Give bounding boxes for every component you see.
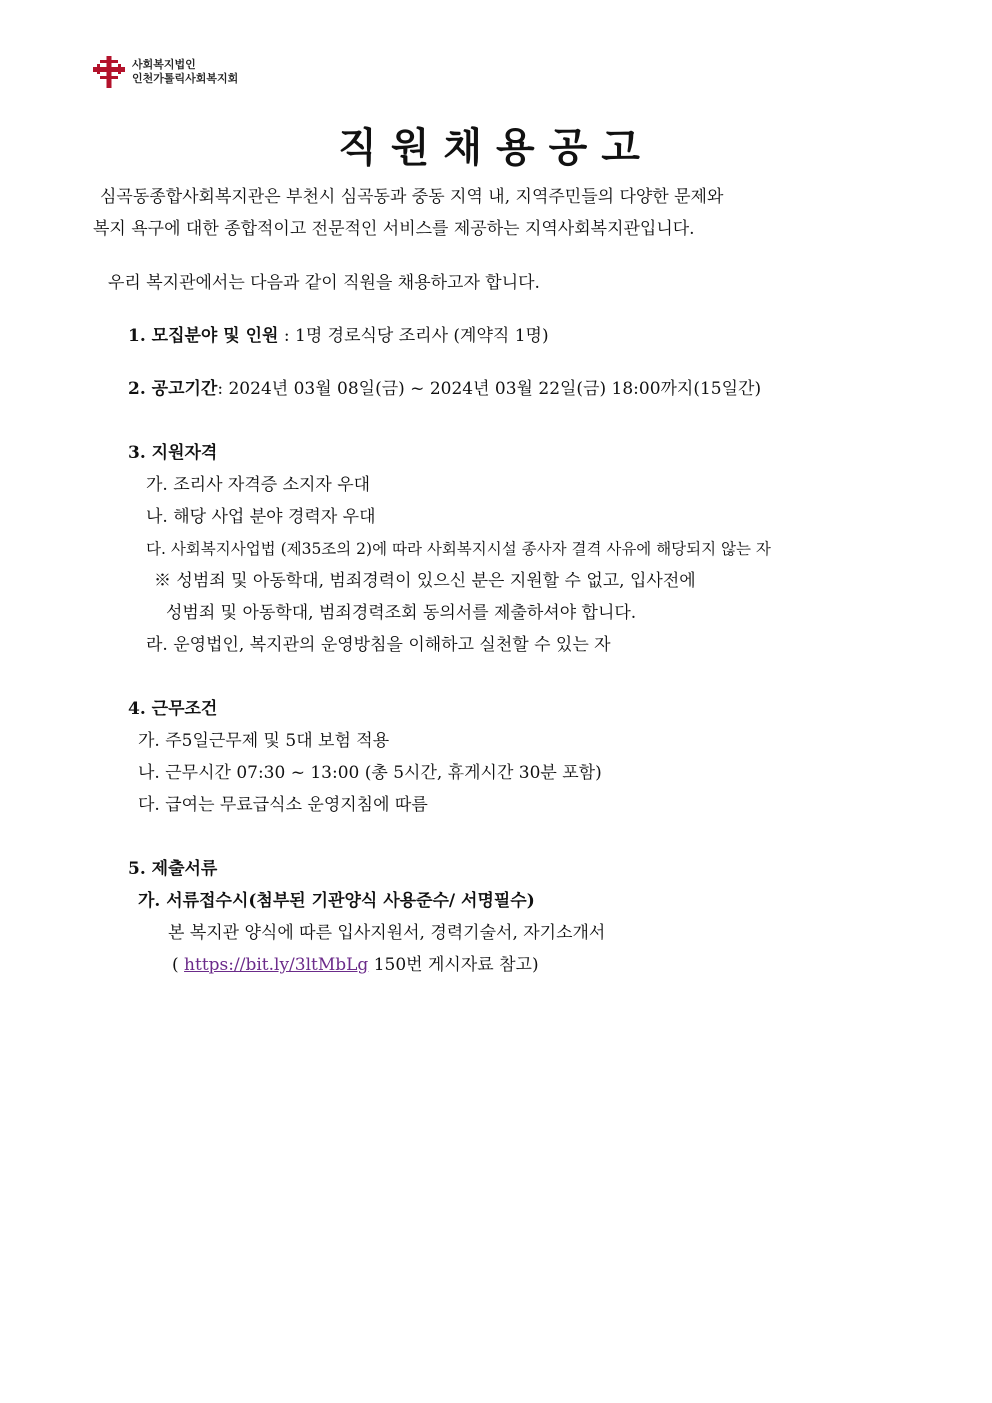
section-5-ref [172, 955, 539, 975]
section-1-text: : 1명 경로식당 조리사 (계약직 1명) [278, 326, 549, 346]
section-2-label: 2. 공고기간 [128, 379, 218, 399]
section-5-item-a: 가. 서류접수시(첨부된 기관양식 사용준수/ 서명필수) [138, 891, 535, 911]
section-5-item-b: 본 복지관 양식에 따른 입사지원서, 경력기술서, 자기소개서 [168, 923, 606, 943]
section-2 [128, 379, 761, 399]
section-3-item-d: 라. 운영법인, 복지관의 운영방침을 이해하고 실천할 수 있는 자 [146, 635, 611, 655]
org-logo [92, 55, 238, 89]
ref-after-link: 150번 게시자료 참고) [368, 955, 539, 975]
intro-line3: 우리 복지관에서는 다음과 같이 직원을 채용하고자 합니다. [108, 273, 540, 293]
section-4-label: 4. 근무조건 [128, 699, 218, 719]
section-1 [128, 326, 549, 346]
intro-line1: 심곡동종합사회복지관은 부천시 심곡동과 중동 지역 내, 지역주민들의 다양한 문제와 [100, 187, 724, 207]
cross-logo-icon [92, 55, 126, 89]
notice-link[interactable]: https://bit.ly/3ltMbLg [184, 955, 369, 975]
section-2-text: : 2024년 03월 08일(금) ~ 2024년 03월 22일(금) 18:00까지(15일간) [217, 379, 762, 399]
ref-paren-open: ( [172, 955, 185, 975]
section-4-item-c: 다. 급여는 무료급식소 운영지침에 따름 [138, 795, 428, 815]
intro-line2: 복지 욕구에 대한 종합적이고 전문적인 서비스를 제공하는 지역사회복지관입니다. [93, 219, 695, 239]
section-3-item-b: 나. 해당 사업 분야 경력자 우대 [146, 507, 376, 527]
section-3-label: 3. 지원자격 [128, 443, 218, 463]
org-line1: 사회복지법인 [132, 58, 196, 71]
section-3-item-c: 다. 사회복지사업법 (제35조의 2)에 따라 사회복지시설 종사자 결격 사유에 해당되지 않는 자 [146, 540, 771, 558]
section-4-item-b: 나. 근무시간 07:30 ~ 13:00 (총 5시간, 휴게시간 30분 포함) [138, 763, 602, 783]
section-4-item-a: 가. 주5일근무제 및 5대 보험 적용 [138, 731, 390, 751]
org-line2: 인천가톨릭사회복지회 [132, 72, 239, 85]
org-name [132, 58, 238, 86]
section-3-note-2: 성범죄 및 아동학대, 범죄경력조회 동의서를 제출하셔야 합니다. [166, 603, 637, 623]
section-3-note-1: ※ 성범죄 및 아동학대, 범죄경력이 있으신 분은 지원할 수 없고, 입사전에 [154, 571, 696, 591]
section-3-item-a: 가. 조리사 자격증 소지자 우대 [146, 475, 371, 495]
page-title: 직원채용공고 [338, 124, 654, 171]
section-5-label: 5. 제출서류 [128, 859, 218, 879]
section-1-label: 1. 모집분야 및 인원 [128, 326, 279, 346]
